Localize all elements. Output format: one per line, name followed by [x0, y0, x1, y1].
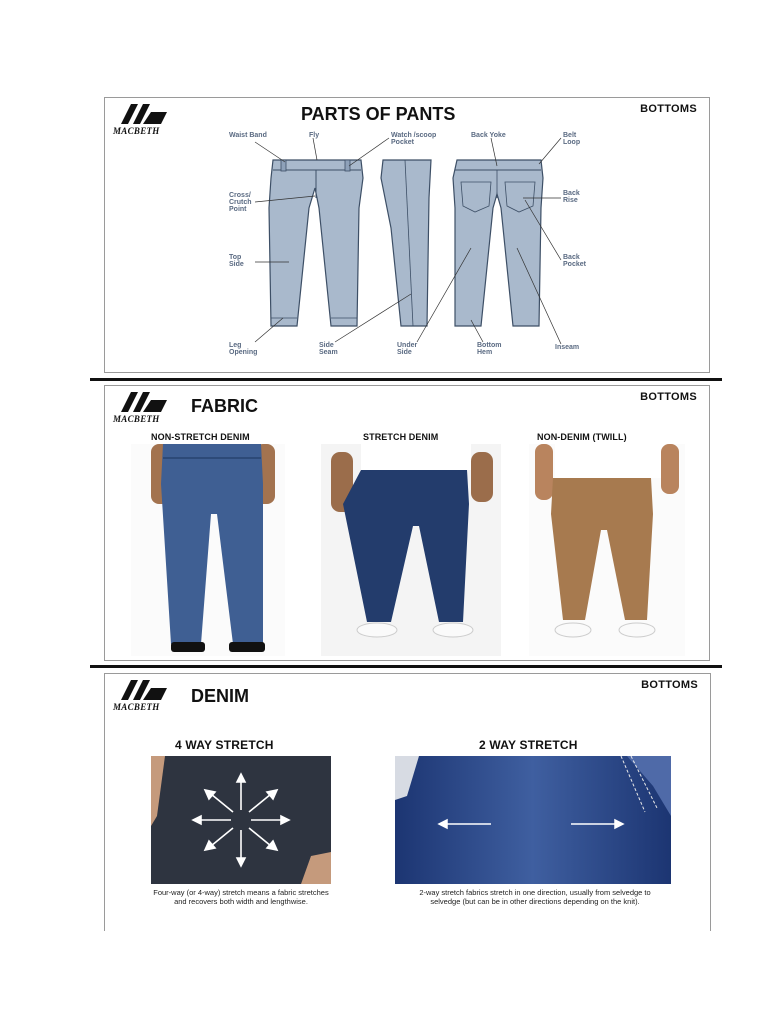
fabric-label-twill: NON-DENIM (TWILL) [537, 432, 627, 442]
brand-name: MACBETH [113, 414, 160, 424]
macbeth-logo-mark [121, 390, 167, 414]
label-inseam: Inseam [555, 344, 580, 351]
pants-side-view [381, 160, 431, 326]
page-title: PARTS OF PANTS [301, 104, 456, 124]
label-back-pocket: Back Pocket [563, 254, 586, 268]
label-crotch-point: Cross/ Crutch Point [229, 192, 252, 213]
fabric-panel [104, 385, 710, 661]
label-bottom-hem: Bottom Hem [477, 342, 502, 356]
photo-non-stretch-denim [131, 444, 285, 656]
label-belt-loop: Belt Loop [563, 132, 581, 146]
four-way-stretch-title: 4 WAY STRETCH [175, 738, 274, 752]
label-under-side: Under Side [397, 342, 418, 356]
section-title: DENIM [191, 686, 249, 706]
four-way-stretch-swatch [151, 756, 331, 884]
label-waist-band: Waist Band [229, 132, 267, 139]
label-back-yoke: Back Yoke [471, 132, 506, 139]
label-leg-opening: Leg Opening [229, 342, 258, 356]
parts-of-pants-panel [104, 97, 710, 373]
two-way-stretch-title: 2 WAY STRETCH [479, 738, 578, 752]
section-divider [90, 378, 722, 381]
category-tag: BOTTOMS [640, 103, 697, 115]
fabric-label-non-stretch: NON-STRETCH DENIM [151, 432, 250, 442]
label-side-seam: Side Seam [319, 342, 338, 356]
macbeth-logo [113, 390, 175, 426]
category-tag: BOTTOMS [641, 679, 698, 691]
denim-panel [104, 673, 711, 931]
brand-name: MACBETH [113, 702, 160, 712]
label-top-side: Top Side [229, 254, 244, 268]
photo-stretch-denim [321, 444, 501, 656]
category-tag: BOTTOMS [640, 391, 697, 403]
pants-back-view [453, 160, 543, 326]
two-way-stretch-swatch [395, 756, 671, 884]
photo-non-denim-twill [529, 444, 685, 656]
section-title: FABRIC [191, 396, 258, 416]
label-back-rise: Back Rise [563, 190, 580, 204]
section-divider [90, 665, 722, 668]
macbeth-logo-mark [121, 678, 167, 702]
four-way-stretch-caption: Four-way (or 4-way) stretch means a fabric stretches and recovers both width and lengthwise. [153, 888, 329, 906]
brand-name: MACBETH [113, 126, 160, 136]
fabric-label-stretch: STRETCH DENIM [363, 432, 439, 442]
pants-front-view [269, 160, 363, 326]
label-fly: Fly [309, 132, 320, 139]
label-watch-pocket: Watch /scoop Pocket [391, 132, 437, 146]
two-way-stretch-caption: 2-way stretch fabrics stretch in one direction, usually from selvedge to selvedge (but can be in other directions depending on the knit). [419, 888, 651, 906]
macbeth-logo [113, 678, 175, 714]
